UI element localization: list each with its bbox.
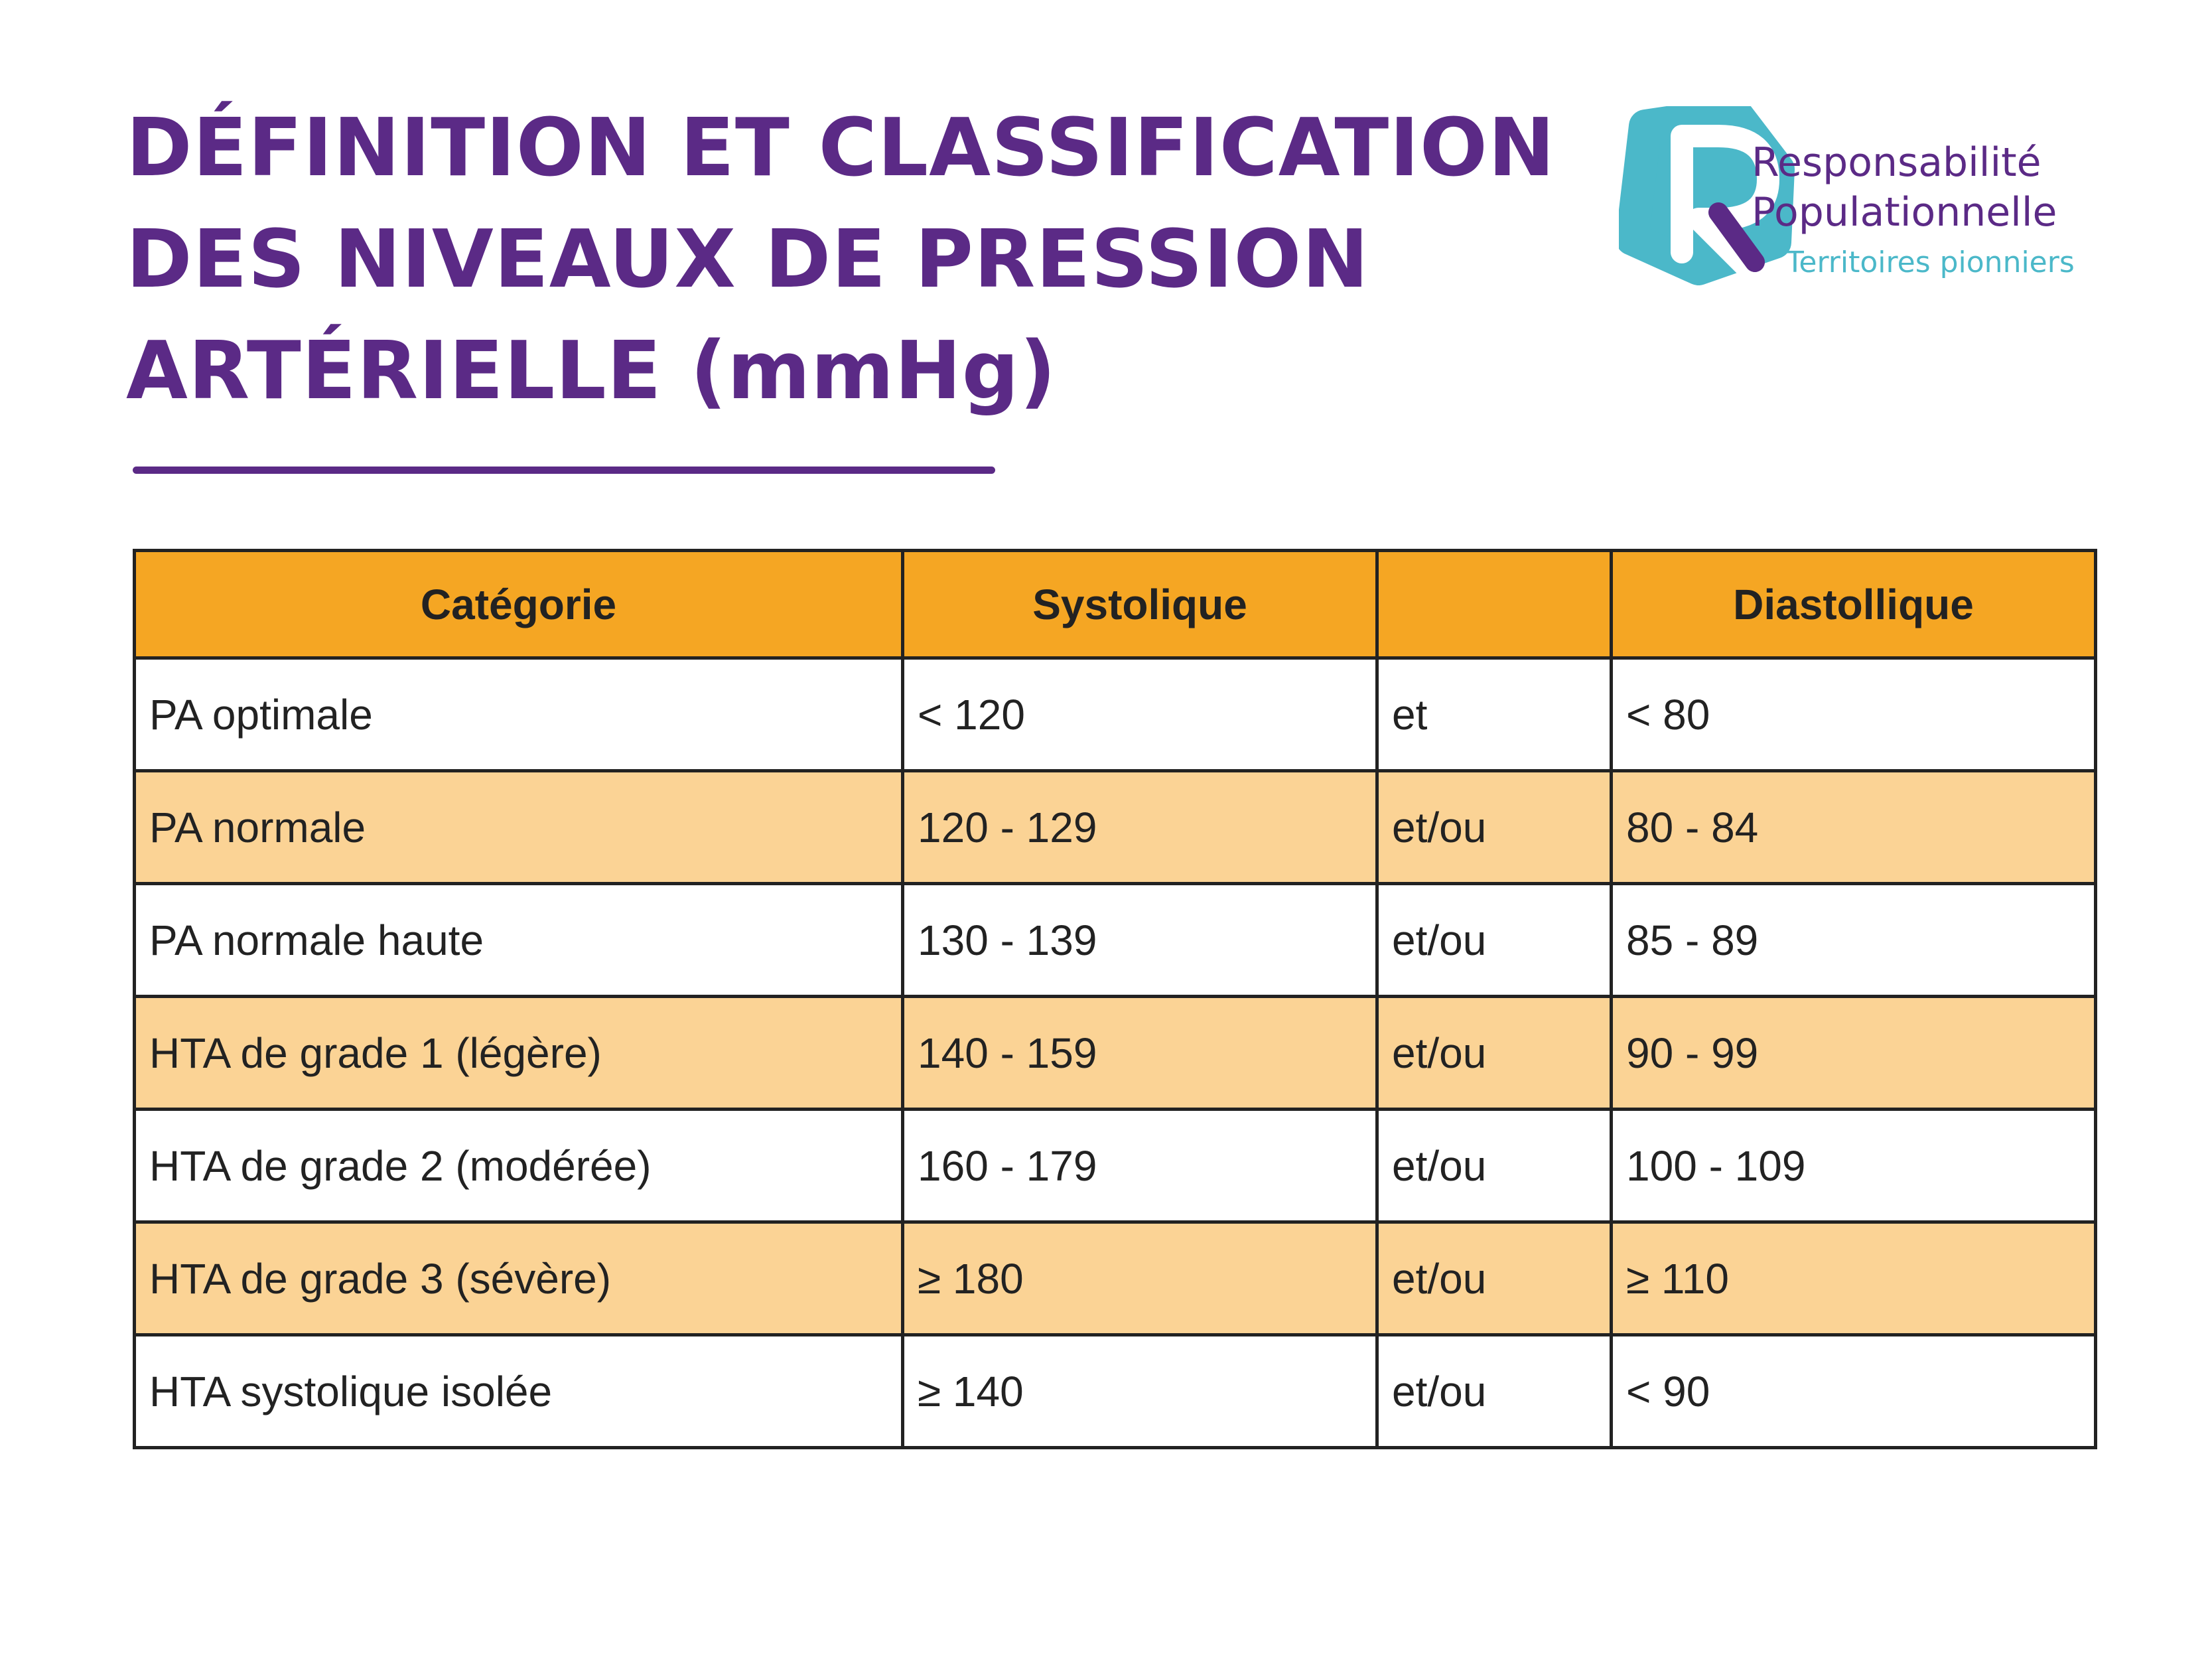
table-row [135, 771, 2096, 884]
header-category: Catégorie [135, 551, 903, 658]
cell-diastolic: 90 - 99 [1612, 997, 2096, 1110]
table-row [135, 997, 2096, 1110]
cell-connector: et/ou [1377, 997, 1612, 1110]
cell-connector: et/ou [1377, 1110, 1612, 1222]
cell-systolic: 160 - 179 [903, 1110, 1377, 1222]
logo [1619, 106, 2123, 285]
cell-connector: et/ou [1377, 1222, 1612, 1335]
table-row [135, 884, 2096, 997]
cell-systolic: 130 - 139 [903, 884, 1377, 997]
title-line-1: DÉFINITION ET CLASSIFICATION [126, 102, 1556, 194]
cell-diastolic: < 80 [1612, 658, 2096, 771]
header-connector [1377, 551, 1612, 658]
logo-line-2: Populationnelle [1752, 189, 2057, 236]
cell-category: HTA de grade 2 (modérée) [135, 1110, 903, 1222]
blood-pressure-table [133, 549, 2097, 1449]
header-systolic: Systolique [903, 551, 1377, 658]
table-row [135, 658, 2096, 771]
page-title [126, 93, 1652, 427]
cell-category: HTA systolique isolée [135, 1335, 903, 1448]
table-row [135, 1110, 2096, 1222]
cell-systolic: ≥ 180 [903, 1222, 1377, 1335]
cell-category: PA normale [135, 771, 903, 884]
cell-connector: et/ou [1377, 884, 1612, 997]
table-header-row [135, 551, 2096, 658]
title-line-2: DES NIVEAUX DE PRESSION [126, 214, 1369, 306]
cell-category: PA normale haute [135, 884, 903, 997]
logo-tagline: Territoires pionniers [1786, 246, 2075, 279]
cell-diastolic: 85 - 89 [1612, 884, 2096, 997]
cell-connector: et/ou [1377, 771, 1612, 884]
title-line-3: ARTÉRIELLE (mmHg) [126, 325, 1057, 417]
cell-systolic: 140 - 159 [903, 997, 1377, 1110]
cell-diastolic: ≥ 110 [1612, 1222, 2096, 1335]
cell-systolic: ≥ 140 [903, 1335, 1377, 1448]
cell-diastolic: 80 - 84 [1612, 771, 2096, 884]
cell-category: HTA de grade 1 (légère) [135, 997, 903, 1110]
cell-diastolic: < 90 [1612, 1335, 2096, 1448]
table-row [135, 1222, 2096, 1335]
cell-category: HTA de grade 3 (sévère) [135, 1222, 903, 1335]
cell-diastolic: 100 - 109 [1612, 1110, 2096, 1222]
cell-category: PA optimale [135, 658, 903, 771]
cell-systolic: 120 - 129 [903, 771, 1377, 884]
table-row [135, 1335, 2096, 1448]
cell-connector: et/ou [1377, 1335, 1612, 1448]
header-diastolic: Diastollique [1612, 551, 2096, 658]
logo-line-1: Responsabilité [1752, 139, 2041, 186]
cell-connector: et [1377, 658, 1612, 771]
cell-systolic: < 120 [903, 658, 1377, 771]
title-underline [133, 467, 995, 474]
